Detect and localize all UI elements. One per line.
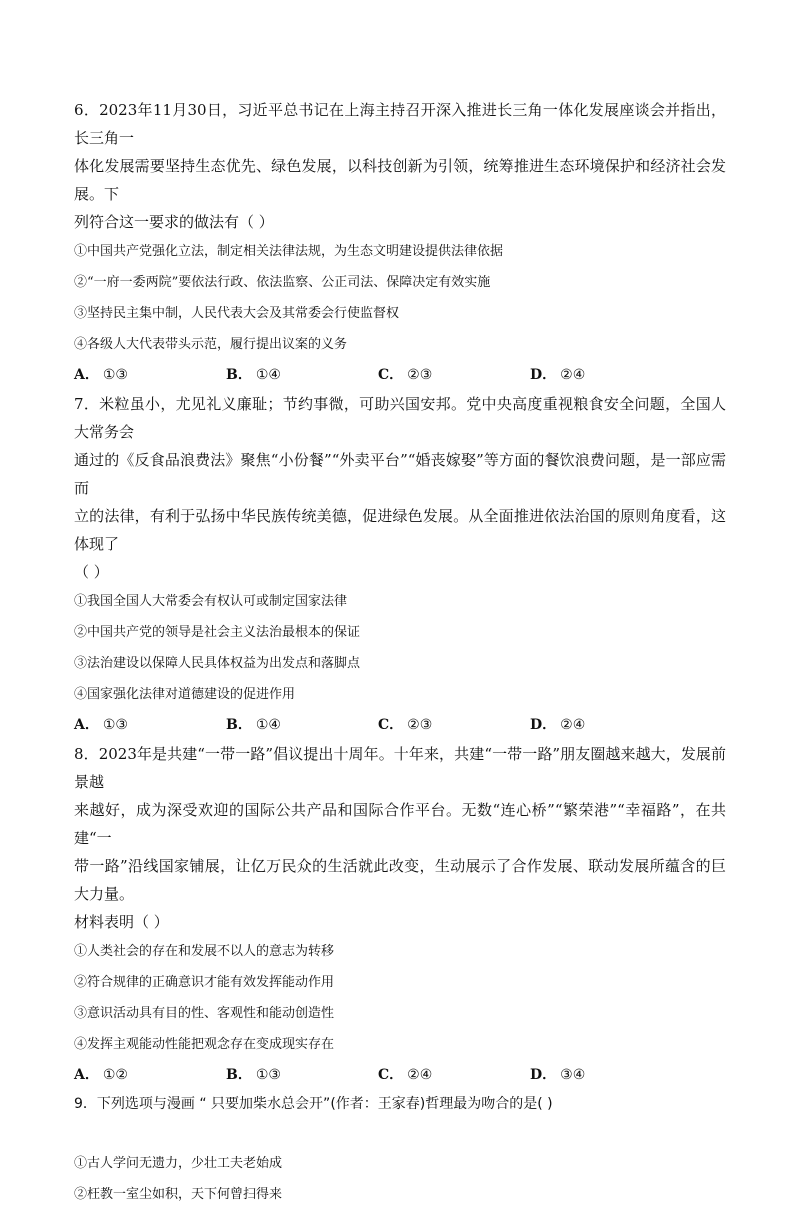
question-stem: 9．下列选项与漫画 “ 只要加柴水总会开”(作者：王家春)哲理最为吻合的是( ) (74, 1096, 553, 1112)
choice-letter: A． (74, 1067, 99, 1083)
choice-d[interactable] (530, 1060, 682, 1090)
statement-2: ②“一府一委两院”要依法行政、依法监察、公正司法、保障决定有效实施 (74, 275, 491, 290)
choice-d[interactable] (530, 360, 682, 390)
question-stem (74, 390, 726, 586)
statement-4: ④发挥主观能动性能把观念存在变成现实存在 (74, 1037, 335, 1052)
stem-line: 6．2023年11月30日，习近平总书记在上海主持召开深入推进长三角一体化发展座谈会并指出，长三角一 (74, 101, 726, 147)
stem-line: 列符合这一要求的做法有（ ） (74, 213, 274, 231)
statement-2: ②枉教一室尘如积，天下何曾扫得来 (74, 1187, 283, 1202)
stem-line: 材料表明（ ） (74, 913, 169, 931)
statement-3: ③法治建设以保障人民具体权益为出发点和落脚点 (74, 656, 361, 671)
choice-b[interactable] (226, 1060, 378, 1090)
choice-letter: C． (378, 1067, 404, 1083)
statement-1: ①人类社会的存在和发展不以人的意志为转移 (74, 944, 335, 959)
stem-line: 8．2023年是共建“一带一路”倡议提出十周年。十年来，共建“一带一路”朋友圈越来越大，发展前景越 (74, 745, 726, 791)
statement-1: ①古人学问无遗力，少壮工夫老始成 (74, 1156, 283, 1171)
choice-text: ①③ (255, 1067, 281, 1083)
answer-choices (74, 360, 726, 390)
choice-text: ②③ (407, 717, 433, 733)
statement-3: ③坚持民主集中制，人民代表大会及其常委会行使监督权 (74, 306, 400, 321)
choice-letter: A． (74, 717, 99, 733)
choice-text: ②④ (560, 367, 586, 383)
statement-3: ③意识活动具有目的性、客观性和能动创造性 (74, 1006, 335, 1021)
choice-letter: B． (226, 1067, 252, 1083)
choice-letter: A． (74, 367, 99, 383)
choice-c[interactable] (378, 710, 530, 740)
choice-b[interactable] (226, 710, 378, 740)
statement-1: ①中国共产党强化立法，制定相关法律法规，为生态文明建设提供法律依据 (74, 244, 504, 259)
choice-text: ①④ (255, 367, 281, 383)
choice-c[interactable] (378, 360, 530, 390)
choice-text: ②③ (407, 367, 433, 383)
choice-c[interactable] (378, 1060, 530, 1090)
statement-2: ②符合规律的正确意识才能有效发挥能动作用 (74, 975, 335, 990)
question-9 (74, 1090, 726, 1210)
answer-choices (74, 710, 726, 740)
stem-line: 体化发展需要坚持生态优先、绿色发展，以科技创新为引领，统筹推进生态环境保护和经济社会发展。下 (74, 157, 726, 203)
choice-text: ①③ (102, 367, 128, 383)
choice-text: ②④ (407, 1067, 433, 1083)
choice-text: ①② (102, 1067, 128, 1083)
choice-a[interactable] (74, 360, 226, 390)
stem-line: 带一路”沿线国家铺展，让亿万民众的生活就此改变，生动展示了合作发展、联动发展所蕴含的巨大力量。 (74, 857, 726, 903)
question-6 (74, 96, 726, 390)
choice-letter: D． (530, 367, 557, 383)
exam-page (74, 96, 726, 1210)
question-7 (74, 390, 726, 740)
stem-line: 7．米粒虽小，尤见礼义廉耻；节约事微，可助兴国安邦。党中央高度重视粮食安全问题，全国人大常务会 (74, 395, 726, 441)
statement-4: ④国家强化法律对道德建设的促进作用 (74, 687, 296, 702)
choice-letter: B． (226, 717, 252, 733)
choice-b[interactable] (226, 360, 378, 390)
choice-text: ①③ (102, 717, 128, 733)
choice-letter: D． (530, 1067, 557, 1083)
stem-line: （ ） (74, 563, 109, 581)
stem-line: 来越好，成为深受欢迎的国际公共产品和国际合作平台。无数“连心桥”“繁荣港”“幸福路”，在共建“一 (74, 801, 726, 847)
statement-4: ④各级人大代表带头示范，履行提出议案的义务 (74, 337, 348, 352)
statement-1: ①我国全国人大常委会有权认可或制定国家法律 (74, 594, 348, 609)
choice-letter: C． (378, 367, 404, 383)
choice-text: ①④ (255, 717, 281, 733)
question-stem (74, 740, 726, 936)
choice-letter: C． (378, 717, 404, 733)
statement-2: ②中国共产党的领导是社会主义法治最根本的保证 (74, 625, 361, 640)
choice-a[interactable] (74, 710, 226, 740)
stem-line: 立的法律，有利于弘扬中华民族传统美德，促进绿色发展。从全面推进依法治国的原则角度看，这体现了 (74, 507, 726, 553)
choice-d[interactable] (530, 710, 682, 740)
choice-text: ③④ (560, 1067, 586, 1083)
answer-choices (74, 1060, 726, 1090)
question-8 (74, 740, 726, 1090)
choice-text: ②④ (560, 717, 586, 733)
stem-line: 通过的《反食品浪费法》聚焦“小份餐”“外卖平台”“婚丧嫁娶”等方面的餐饮浪费问题，是一部应需而 (74, 451, 726, 497)
choice-letter: D． (530, 717, 557, 733)
choice-a[interactable] (74, 1060, 226, 1090)
choice-letter: B． (226, 367, 252, 383)
question-stem (74, 96, 726, 236)
